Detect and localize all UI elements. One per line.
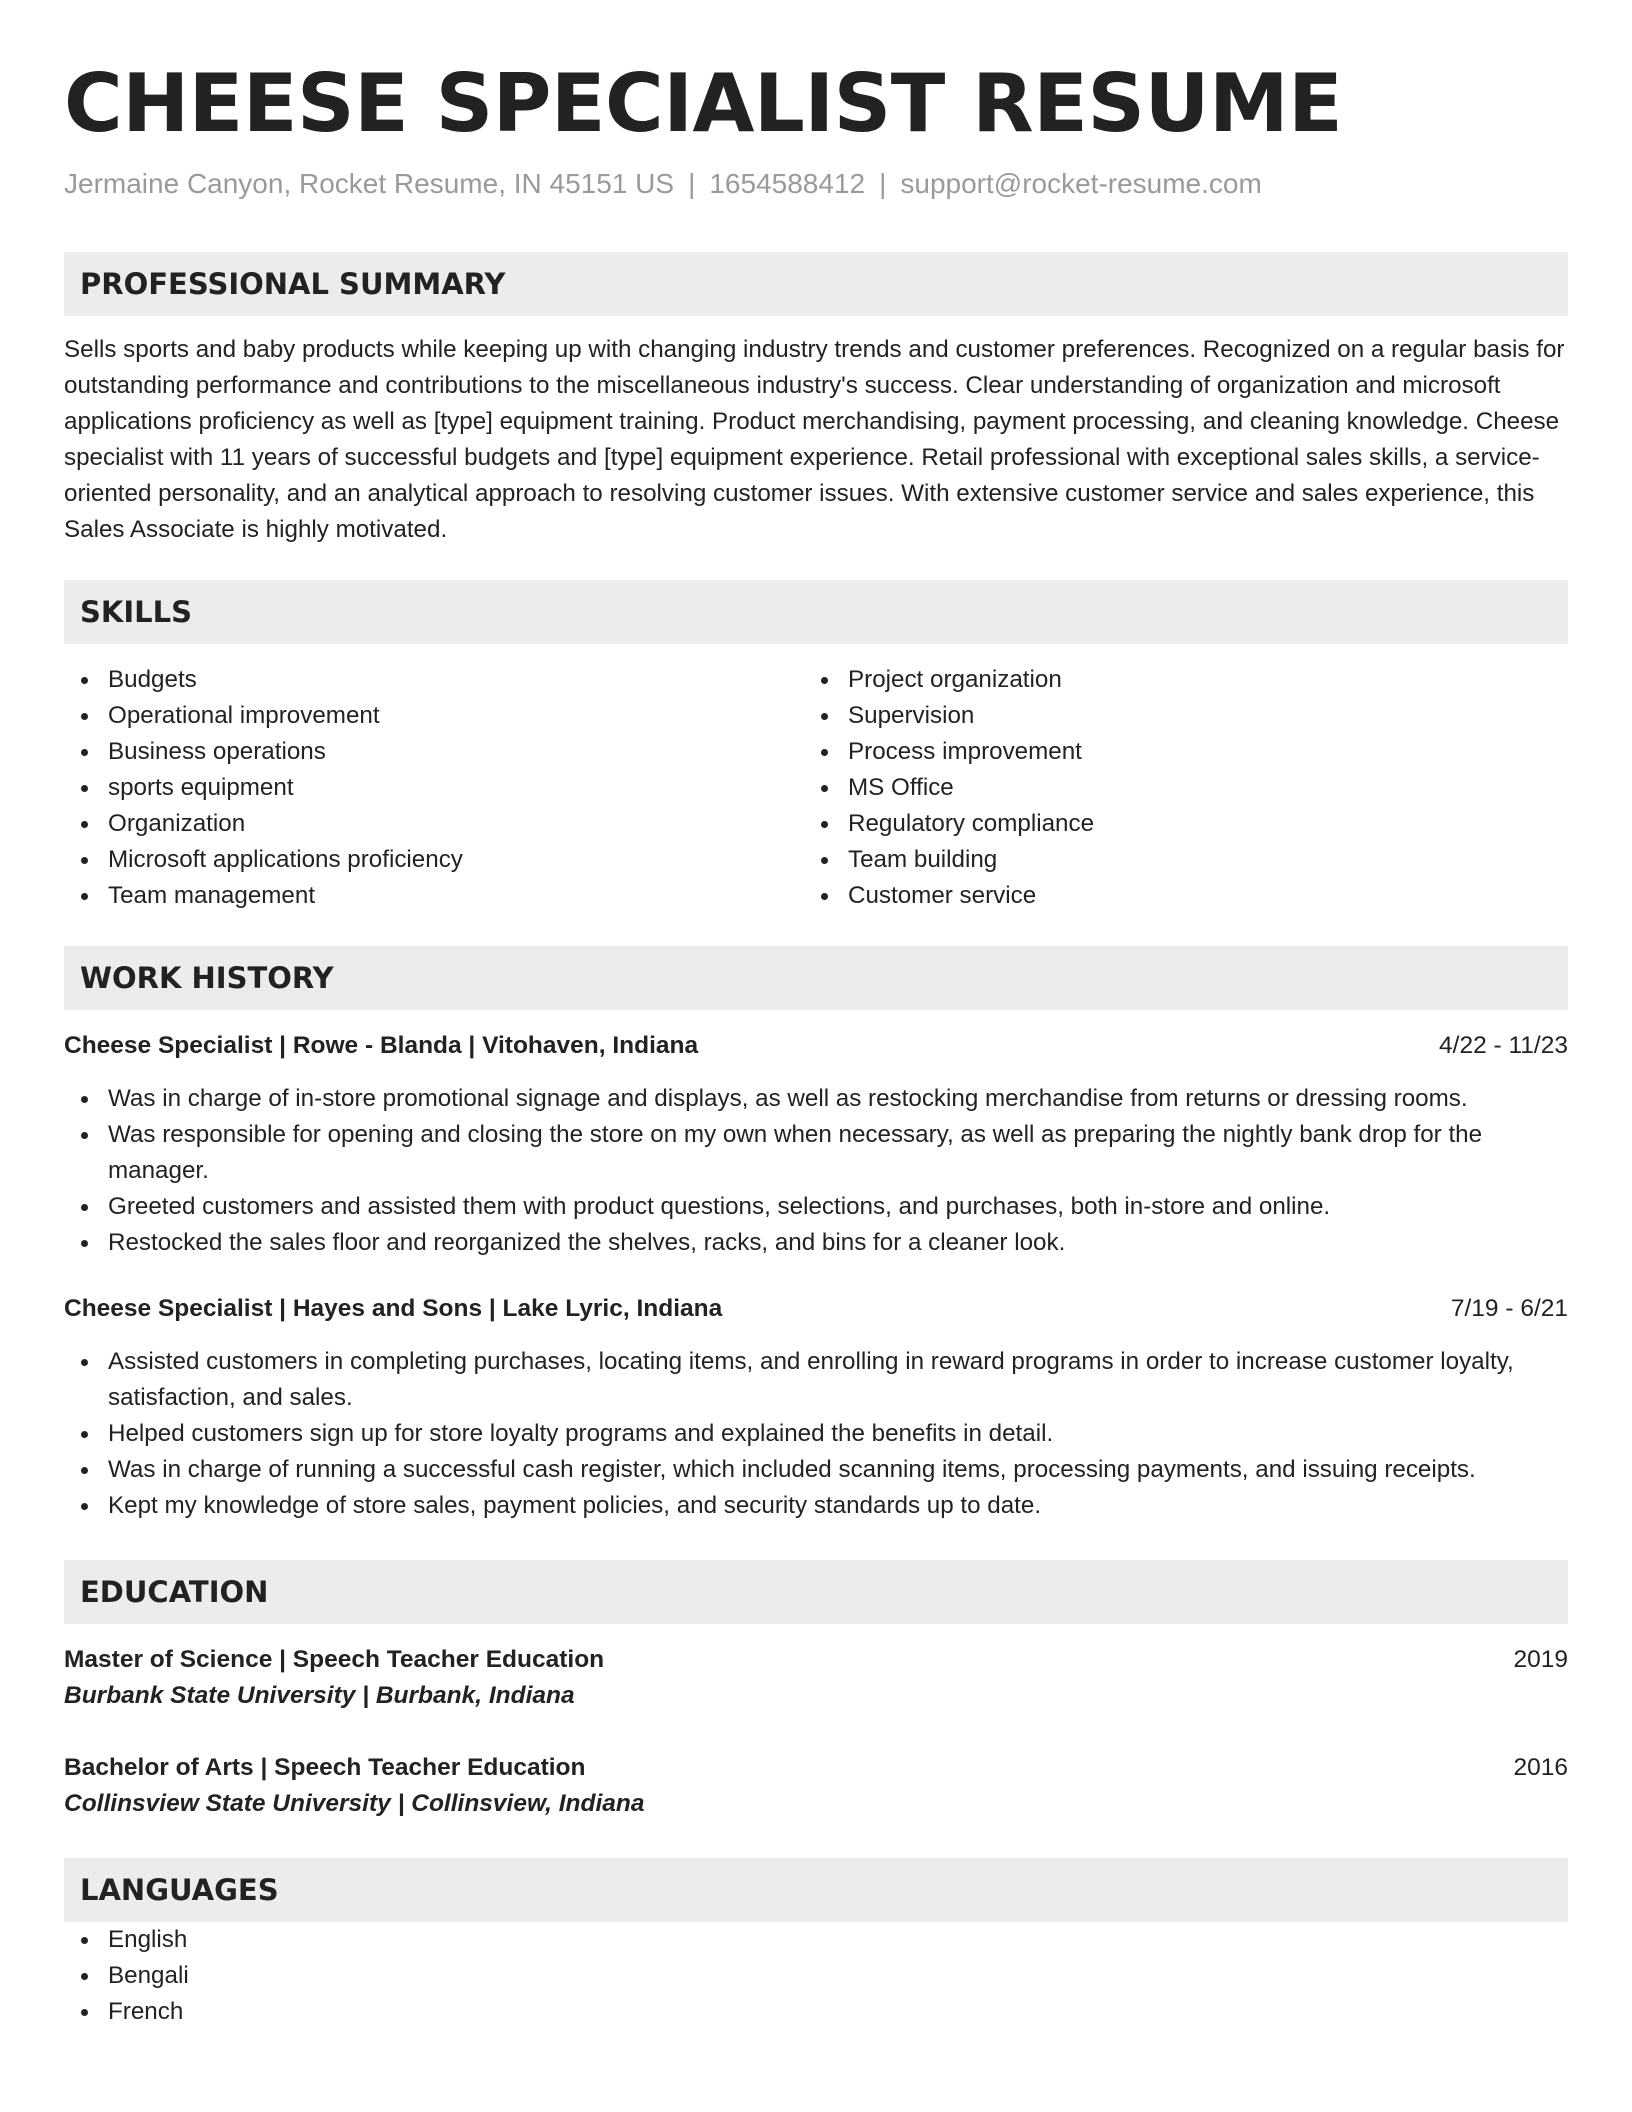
job-bullet: Restocked the sales floor and reorganized the shelves, racks, and bins for a cleaner look. <box>64 1225 1568 1261</box>
language-item: English <box>64 1922 1568 1958</box>
skills-section <box>64 580 1568 914</box>
skills-list-left <box>64 662 804 914</box>
summary-text: Sells sports and baby products while keeping up with changing industry trends and customer preferences. Recognized on a regular basis for outstanding performance and contributions to the miscellaneous industry's success. Clear understanding of organization and microsoft applications proficiency as well as [type] equipment training. Product merchandising, payment processing, and cleaning knowledge. Cheese specialist with 11 years of successful budgets and [type] equipment experience. Retail professional with exceptional sales skills, a service-oriented personality, and an analytical approach to resolving customer issues. With extensive customer service and sales experience, this Sales Associate is highly motivated. <box>64 336 1565 543</box>
job-bullet: Kept my knowledge of store sales, payment policies, and security standards up to date. <box>64 1488 1568 1524</box>
language-item: French <box>64 1994 1568 2030</box>
section-heading-skills: SKILLS <box>64 580 1568 644</box>
education-degree: Bachelor of Arts | Speech Teacher Education <box>64 1754 586 1781</box>
education-entry <box>64 1750 1568 1822</box>
skill-item: Microsoft applications proficiency <box>64 842 804 878</box>
skill-item: Team management <box>64 878 804 914</box>
education-header <box>64 1642 1568 1678</box>
job-dates: 7/19 - 6/21 <box>1450 1295 1568 1322</box>
skill-item: Regulatory compliance <box>804 806 1544 842</box>
skill-item: MS Office <box>804 770 1544 806</box>
job-bullets <box>64 1081 1568 1261</box>
work-history-section <box>64 946 1568 1524</box>
contact-phone: 1654588412 <box>709 168 866 199</box>
languages-list <box>64 1922 1568 2030</box>
skill-item: Supervision <box>804 698 1544 734</box>
job-bullet: Assisted customers in completing purchases, locating items, and enrolling in reward programs in order to increase customer loyalty, satisfaction, and sales. <box>64 1344 1568 1416</box>
skill-item: Customer service <box>804 878 1544 914</box>
contact-separator: | <box>879 168 887 199</box>
education-header <box>64 1750 1568 1786</box>
skill-item: Operational improvement <box>64 698 804 734</box>
job-bullets <box>64 1344 1568 1524</box>
job-title: Cheese Specialist | Hayes and Sons | Lake Lyric, Indiana <box>64 1295 723 1322</box>
job-bullet: Was responsible for opening and closing the store on my own when necessary, as well as preparing the nightly bank drop for the manager. <box>64 1117 1568 1189</box>
education-year: 2016 <box>1513 1754 1568 1781</box>
job-title: Cheese Specialist | Rowe - Blanda | Vitohaven, Indiana <box>64 1032 699 1059</box>
job-bullet: Was in charge of in-store promotional signage and displays, as well as restocking merchandise from returns or dressing rooms. <box>64 1081 1568 1117</box>
job-dates: 4/22 - 11/23 <box>1439 1032 1568 1059</box>
job-bullet: Greeted customers and assisted them with product questions, selections, and purchases, both in-store and online. <box>64 1189 1568 1225</box>
skill-item: sports equipment <box>64 770 804 806</box>
skills-list-right <box>804 662 1544 914</box>
education-year: 2019 <box>1513 1646 1568 1673</box>
job-bullet: Helped customers sign up for store loyalty programs and explained the benefits in detail. <box>64 1416 1568 1452</box>
job-bullet: Was in charge of running a successful cash register, which included scanning items, processing payments, and issuing receipts. <box>64 1452 1568 1488</box>
education-school: Burbank State University | Burbank, Indiana <box>64 1682 575 1709</box>
languages-section <box>64 1858 1568 2030</box>
resume-title: CHEESE SPECIALIST RESUME <box>64 57 1343 150</box>
summary-section <box>64 252 1568 548</box>
language-item: Bengali <box>64 1958 1568 1994</box>
job-header <box>64 1028 1568 1064</box>
job-header <box>64 1291 1568 1327</box>
contact-address: Jermaine Canyon, Rocket Resume, IN 45151 US <box>64 168 675 199</box>
skill-item: Business operations <box>64 734 804 770</box>
skill-item: Project organization <box>804 662 1544 698</box>
education-entry <box>64 1642 1568 1714</box>
skill-item: Process improvement <box>804 734 1544 770</box>
education-school: Collinsview State University | Collinsview, Indiana <box>64 1790 645 1817</box>
contact-email[interactable]: support@rocket-resume.com <box>900 168 1262 199</box>
skills-grid <box>64 662 1568 914</box>
job-entry <box>64 1291 1568 1524</box>
skill-item: Organization <box>64 806 804 842</box>
education-degree: Master of Science | Speech Teacher Education <box>64 1646 605 1673</box>
skill-item: Budgets <box>64 662 804 698</box>
education-section <box>64 1560 1568 1822</box>
contact-separator: | <box>688 168 696 199</box>
skill-item: Team building <box>804 842 1544 878</box>
section-heading-languages: LANGUAGES <box>64 1858 1568 1922</box>
job-entry <box>64 1028 1568 1261</box>
section-heading-summary: PROFESSIONAL SUMMARY <box>64 252 1568 316</box>
contact-line <box>64 166 1568 202</box>
section-heading-work-history: WORK HISTORY <box>64 946 1568 1010</box>
section-heading-education: EDUCATION <box>64 1560 1568 1624</box>
